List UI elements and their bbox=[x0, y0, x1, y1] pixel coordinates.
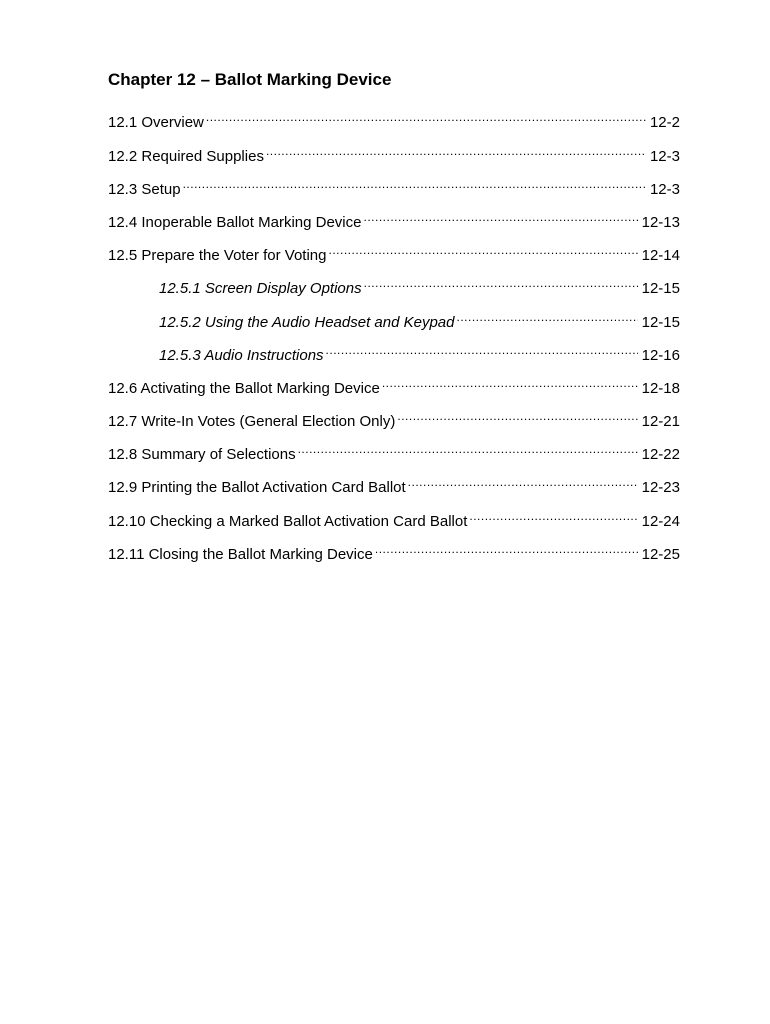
toc-entry-label: 12.3 Setup bbox=[108, 181, 181, 198]
toc-entry-12-7[interactable] bbox=[108, 404, 680, 430]
toc-entry-page: 12-25 bbox=[641, 546, 680, 563]
toc-entry-label: 12.7 Write-In Votes (General Election Only) bbox=[108, 413, 396, 430]
toc-entry-12-4[interactable] bbox=[108, 205, 680, 231]
toc-entry-page: 12-24 bbox=[641, 513, 680, 530]
dot-leader bbox=[298, 437, 638, 459]
toc-entry-12-5-2[interactable] bbox=[159, 305, 680, 331]
toc-entry-12-11[interactable] bbox=[108, 537, 680, 563]
toc-entry-12-10[interactable] bbox=[108, 504, 680, 530]
toc-entry-label: 12.5.3 Audio Instructions bbox=[159, 347, 324, 364]
toc-entry-label: 12.6 Activating the Ballot Marking Device bbox=[108, 380, 380, 397]
toc-entry-12-5-3[interactable] bbox=[159, 338, 680, 364]
dot-leader bbox=[382, 371, 638, 393]
toc-entry-12-1[interactable] bbox=[108, 105, 680, 131]
toc-entry-12-2[interactable] bbox=[108, 139, 680, 165]
toc-entry-page: 12-23 bbox=[641, 479, 680, 496]
dot-leader bbox=[397, 404, 637, 426]
toc-entry-page: 12-21 bbox=[641, 413, 680, 430]
toc-entry-page: 12-3 bbox=[649, 148, 680, 165]
dot-leader bbox=[328, 238, 637, 260]
dot-leader bbox=[364, 271, 638, 293]
toc-entry-label: 12.8 Summary of Selections bbox=[108, 446, 296, 463]
toc-entry-label: 12.4 Inoperable Ballot Marking Device bbox=[108, 214, 362, 231]
toc-entry-label: 12.11 Closing the Ballot Marking Device bbox=[108, 546, 373, 563]
chapter-title: Chapter 12 – Ballot Marking Device bbox=[108, 70, 392, 89]
dot-leader bbox=[469, 504, 637, 526]
toc-entry-page: 12-16 bbox=[641, 347, 680, 364]
dot-leader bbox=[326, 338, 638, 360]
toc-entry-page: 12-14 bbox=[641, 247, 680, 264]
dot-leader bbox=[266, 139, 646, 161]
toc-entry-page: 12-3 bbox=[649, 181, 680, 198]
toc-entry-12-5[interactable] bbox=[108, 238, 680, 264]
toc-entry-label: 12.2 Required Supplies bbox=[108, 148, 264, 165]
toc-entry-page: 12-15 bbox=[641, 314, 680, 331]
toc-entry-page: 12-2 bbox=[649, 114, 680, 131]
toc-entry-page: 12-13 bbox=[641, 214, 680, 231]
toc-entry-12-6[interactable] bbox=[108, 371, 680, 397]
toc-entry-page: 12-15 bbox=[641, 280, 680, 297]
toc-entry-12-5-1[interactable] bbox=[159, 271, 680, 297]
toc-entry-label: 12.5 Prepare the Voter for Voting bbox=[108, 247, 327, 264]
toc-entry-12-8[interactable] bbox=[108, 437, 680, 463]
dot-leader bbox=[408, 470, 638, 492]
toc-entry-label: 12.9 Printing the Ballot Activation Card Ballot bbox=[108, 479, 406, 496]
toc-entry-label: 12.10 Checking a Marked Ballot Activation Card Ballot bbox=[108, 513, 468, 530]
dot-leader bbox=[363, 205, 637, 227]
dot-leader bbox=[206, 105, 646, 127]
toc-entry-label: 12.1 Overview bbox=[108, 114, 204, 131]
toc-entry-label: 12.5.2 Using the Audio Headset and Keypad bbox=[159, 314, 455, 331]
dot-leader bbox=[183, 172, 646, 194]
toc-entry-12-9[interactable] bbox=[108, 470, 680, 496]
dot-leader bbox=[375, 537, 638, 559]
dot-leader bbox=[457, 305, 638, 327]
toc-entry-12-3[interactable] bbox=[108, 172, 680, 198]
toc-entry-page: 12-18 bbox=[641, 380, 680, 397]
toc-entry-label: 12.5.1 Screen Display Options bbox=[159, 280, 362, 297]
toc-entry-page: 12-22 bbox=[641, 446, 680, 463]
